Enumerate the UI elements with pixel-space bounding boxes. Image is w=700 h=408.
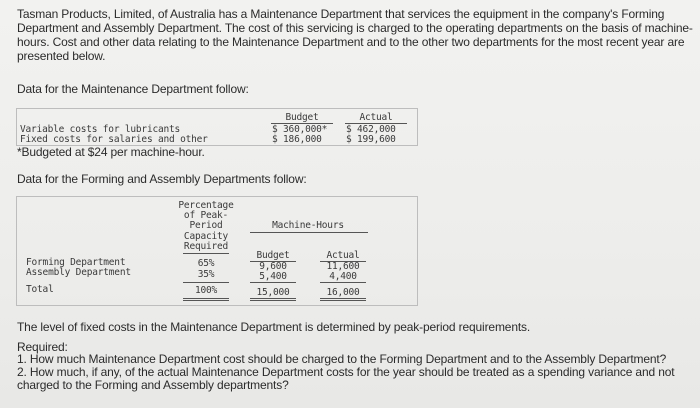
maintenance-row-label: Fixed costs for salaries and other [20, 134, 208, 145]
pct-header-line: Period [189, 220, 223, 231]
department-row-pct: 65% [197, 258, 215, 269]
total-row-budget: 15,000 [256, 287, 290, 298]
department-row-actual: 4,400 [329, 271, 357, 282]
fixed-cost-note: The level of fixed costs in the Maintenance Department is determined by peak-period requirements. [17, 320, 531, 334]
total-row-actual: 16,000 [326, 287, 360, 298]
maintenance-col-actual: Actual [359, 112, 393, 123]
required-heading: Required: [17, 340, 68, 354]
budget-sum-line [250, 282, 296, 283]
machine-hours-underline [250, 232, 368, 233]
departments-col-budget: Budget [256, 250, 290, 261]
maintenance-row-label: Variable costs for lubricants [20, 124, 181, 135]
machine-hours-header: Machine-Hours [272, 220, 344, 231]
pct-header-line: of Peak- [183, 210, 229, 221]
department-row-budget: 9,600 [259, 261, 287, 272]
actual-total-double-line [320, 298, 366, 301]
total-row-label: Total [26, 284, 54, 295]
maintenance-row-budget: $ 186,000 [272, 134, 322, 145]
intro-paragraph: Tasman Products, Limited, of Australia has a Maintenance Department that services the equipment in the company's Forming Department and Assembly Department. The cost of this servicing is charged to the operating departments on the basis of machine-hours. Cost and other data relating to the Maintenance Department and to the other two departments for the most recent year are presented below. [17, 7, 693, 63]
required-item-2: 2. How much, if any, of the actual Maintenance Department costs for the year should be treated as a spending variance and not charged to the Forming and Assembly departments? [17, 365, 675, 392]
department-row-pct: 35% [197, 269, 215, 280]
departments-col-actual: Actual [326, 250, 360, 261]
actual-sum-line [320, 282, 366, 283]
maintenance-row-actual: $ 199,600 [346, 134, 396, 145]
maintenance-col-budget: Budget [285, 112, 319, 123]
pct-sum-line [183, 282, 229, 283]
department-row-label: Assembly Department [26, 267, 131, 278]
maintenance-row-budget: $ 360,000* [272, 124, 328, 135]
pct-header-line: Capacity [183, 231, 229, 242]
department-row-label: Forming Department [26, 257, 126, 268]
pct-total-double-line [183, 298, 229, 301]
pct-header-line: Required [183, 241, 229, 252]
budget-total-double-line [250, 298, 296, 301]
total-row-pct: 100% [194, 285, 218, 296]
maintenance-row-actual: $ 462,000 [346, 124, 396, 135]
pct-underline [183, 253, 229, 254]
maintenance-footnote: *Budgeted at $24 per machine-hour. [17, 145, 205, 159]
maintenance-heading: Data for the Maintenance Department follow: [17, 82, 249, 96]
department-row-budget: 5,400 [259, 271, 287, 282]
pct-header-line: Percentage [178, 200, 234, 211]
departments-heading: Data for the Forming and Assembly Departments follow: [17, 172, 307, 186]
department-row-actual: 11,600 [326, 261, 360, 272]
required-item-1: 1. How much Maintenance Department cost should be charged to the Forming Department and to the Assembly Department? [17, 352, 667, 366]
